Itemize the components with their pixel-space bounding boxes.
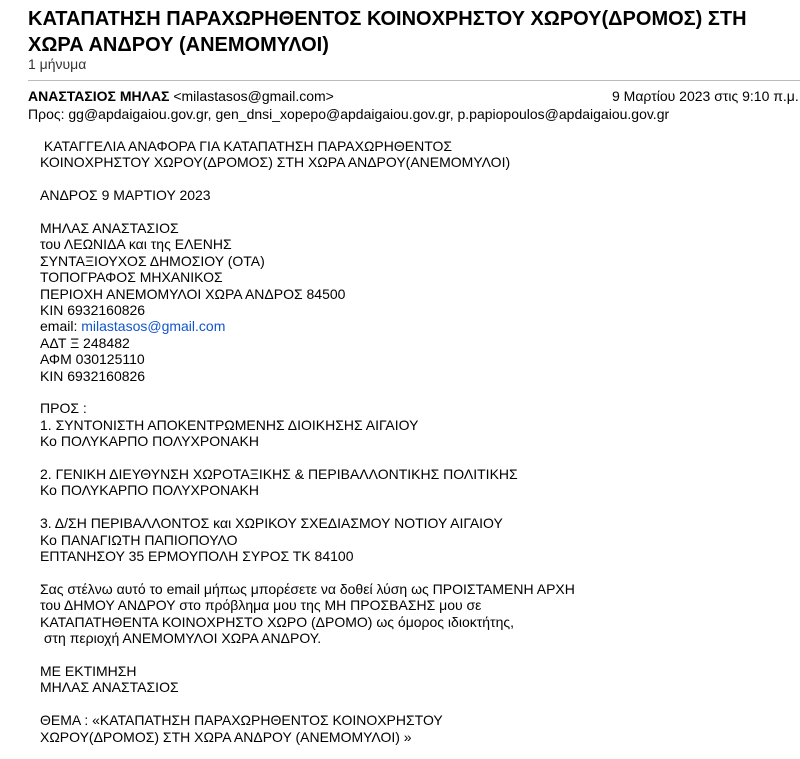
body-line: Σας στέλνω αυτό το email μήπως μπορέσετε να δοθεί λύση ως ΠΡΟΙΣΤΑΜΕΝΗ ΑΡΧΗ xyxy=(40,580,575,597)
body-line: ΜΕ ΕΚΤΙΜΗΣΗ xyxy=(40,662,137,679)
blank-line xyxy=(40,647,780,663)
message-body xyxy=(40,138,780,745)
blank-line xyxy=(40,499,780,515)
message-count: 1 μήνυμα xyxy=(28,56,87,72)
sender-name[interactable]: ΑΝΑΣΤΑΣΙΟΣ ΜΗΛΑΣ xyxy=(28,88,170,104)
message-date: 9 Μαρτίου 2023 στις 9:10 π.μ. xyxy=(612,88,799,104)
body-line: ΑΝΔΡΟΣ 9 ΜΑΡΤΙΟΥ 2023 xyxy=(40,187,211,204)
body-line: ΑΔΤ Ξ 248482 xyxy=(40,334,130,351)
body-line: του ΛΕΩΝΙΔΑ και της ΕΛΕΝΗΣ xyxy=(40,236,232,253)
body-line: ΣΥΝΤΑΞΙΟΥΧΟΣ ΔΗΜΟΣΙΟΥ (ΟΤΑ) xyxy=(40,252,265,269)
email-line xyxy=(40,318,780,334)
blank-line xyxy=(40,204,780,220)
body-line: ΠΡΟΣ : xyxy=(40,400,87,417)
body-line: ΚΟΙΝΟΧΡΗΣΤΟΥ ΧΩΡΟΥ(ΔΡΟΜΟΣ) ΣΤΗ ΧΩΡΑ ΑΝΔΡΟΥ(ΑΝΕΜΟΜΥΛΟΙ) xyxy=(40,154,511,171)
blank-line xyxy=(40,384,780,400)
blank-line xyxy=(40,171,780,187)
blank-line xyxy=(40,450,780,466)
body-line: 2. ΓΕΝΙΚΗ ΔΙΕΥΘΥΝΣΗ ΧΩΡΟΤΑΞΙΚΗΣ & ΠΕΡΙΒΑΛΛΟΝΤΙΚΗΣ ΠΟΛΙΤΙΚΗΣ xyxy=(40,466,518,483)
email-label: email: xyxy=(40,318,82,335)
body-line: ΕΠΤΑΝΗΣΟΥ 35 ΕΡΜΟΥΠΟΛΗ ΣΥΡΟΣ ΤΚ 84100 xyxy=(40,548,354,565)
body-line: ΜΗΛΑΣ ΑΝΑΣΤΑΣΙΟΣ xyxy=(40,679,179,696)
body-line: στη περιοχή ΑΝΕΜΟΜΥΛΟΙ ΧΩΡΑ ΑΝΔΡΟΥ. xyxy=(40,630,322,647)
blank-line xyxy=(40,564,780,580)
email-subject: ΚΑΤΑΠΑΤΗΣΗ ΠΑΡΑΧΩΡΗΘΕΝΤΟΣ ΚΟΙΝΟΧΡΗΣΤΟΥ ΧΩΡΟΥ(ΔΡΟΜΟΣ) ΣΤΗ ΧΩΡΑ ΑΝΔΡΟΥ (ΑΝΕΜΟΜΥΛΟΙ) xyxy=(28,8,747,56)
header-divider xyxy=(28,80,800,81)
body-line: Κο ΠΟΛΥΚΑΡΠΟ ΠΟΛΥΧΡΟΝΑΚΗ xyxy=(40,482,260,499)
body-line: ΚΙΝ 6932160826 xyxy=(40,367,146,384)
body-line: ΚΑΤΑΠΑΤΗΘΕΝΤΑ ΚΟΙΝΟΧΡΗΣΤΟ ΧΩΡΟ (ΔΡΟΜΟ) ως όμορος ιδιοκτήτης, xyxy=(40,613,514,630)
body-line: Κο ΠΟΛΥΚΑΡΠΟ ΠΟΛΥΧΡΟΝΑΚΗ xyxy=(40,433,260,450)
recipients: Προς: gg@apdaigaiou.gov.gr, gen_dnsi_xopepo@apdaigaiou.gov.gr, p.papiopoulos@apdaigaiou.gov.gr xyxy=(28,106,670,122)
body-line: ΠΕΡΙΟΧΗ ΑΝΕΜΟΜΥΛΟΙ ΧΩΡΑ ΑΝΔΡΟΣ 84500 xyxy=(40,285,346,302)
sender-row xyxy=(28,88,334,105)
body-line: ΚΙΝ 6932160826 xyxy=(40,302,146,319)
body-line: Κο ΠΑΝΑΓΙΩΤΗ ΠΑΠΙΟΠΟΥΛΟ xyxy=(40,531,238,548)
body-line: ΘΕΜΑ : «ΚΑΤΑΠΑΤΗΣΗ ΠΑΡΑΧΩΡΗΘΕΝΤΟΣ ΚΟΙΝΟΧΡΗΣΤΟΥ xyxy=(40,712,443,729)
body-line: ΤΟΠΟΓΡΑΦΟΣ ΜΗΧΑΝΙΚΟΣ xyxy=(40,269,223,286)
body-line: ΧΩΡΟΥ(ΔΡΟΜΟΣ) ΣΤΗ ΧΩΡΑ ΑΝΔΡΟΥ (ΑΝΕΜΟΜΥΛΟΙ) » xyxy=(40,728,412,745)
body-line: 3. Δ/ΣΗ ΠΕΡΙΒΑΛΛΟΝΤΟΣ και ΧΩΡΙΚΟΥ ΣΧΕΔΙΑΣΜΟΥ ΝΟΤΙΟΥ ΑΙΓΑΙΟΥ xyxy=(40,515,503,532)
sender-email[interactable]: <milastasos@gmail.com> xyxy=(173,88,334,104)
body-line: ΚΑΤΑΓΓΕΛΙΑ ΑΝΑΦΟΡΑ ΓΙΑ ΚΑΤΑΠΑΤΗΣΗ ΠΑΡΑΧΩΡΗΘΕΝΤΟΣ xyxy=(40,138,453,154)
blank-line xyxy=(40,696,780,712)
body-line: ΑΦΜ 030125110 xyxy=(40,351,145,368)
body-line: του ΔΗΜΟΥ ΑΝΔΡΟΥ στο πρόβλημα μου της ΜΗ ΠΡΟΣΒΑΣΗΣ μου σε xyxy=(40,597,482,614)
body-line: ΜΗΛΑΣ ΑΝΑΣΤΑΣΙΟΣ xyxy=(40,220,179,236)
email-link[interactable]: milastasos@gmail.com xyxy=(81,318,226,335)
body-line: 1. ΣΥΝΤΟΝΙΣΤΗ ΑΠΟΚΕΝΤΡΩΜΕΝΗΣ ΔΙΟΙΚΗΣΗΣ ΑΙΓΑΙΟΥ xyxy=(40,416,419,433)
